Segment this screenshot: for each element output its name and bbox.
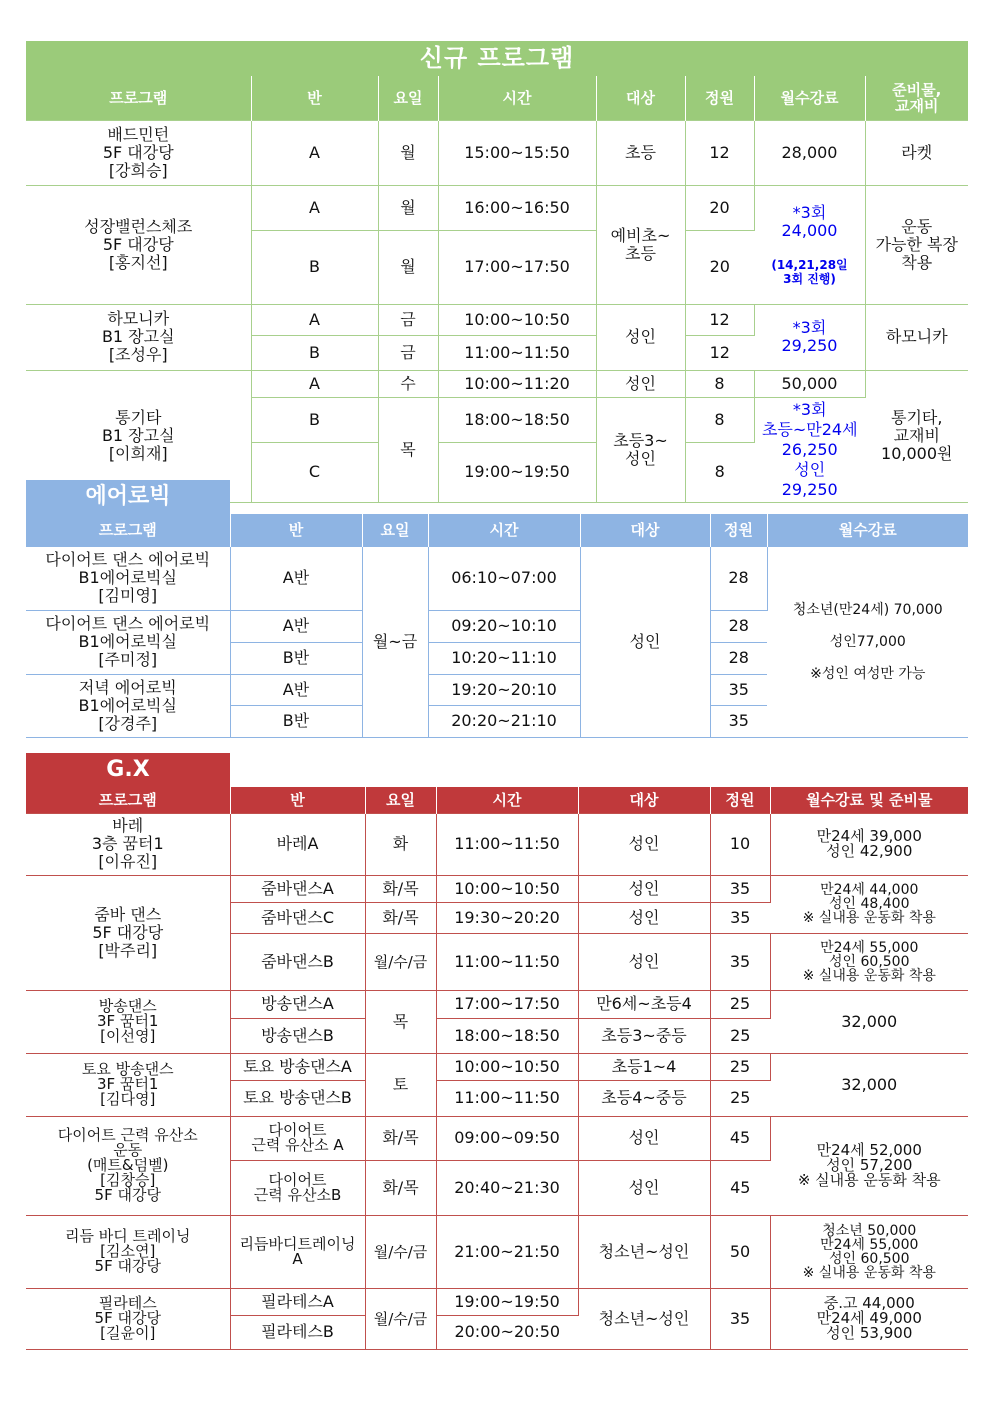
class-cell: A <box>251 120 378 185</box>
target-cell: 청소년~성인 <box>578 1288 710 1349</box>
table-row <box>26 370 968 397</box>
capacity-cell: 25 <box>710 990 770 1018</box>
class-cell: 방송댄스A <box>230 990 365 1018</box>
target-cell: 성인 <box>578 1160 710 1215</box>
class-cell: B <box>251 335 378 370</box>
prep-cell: 통기타, 교재비 10,000원 <box>865 370 968 502</box>
capacity-cell: 35 <box>710 1288 770 1349</box>
target-cell: 성인 <box>580 546 710 737</box>
aerobics-table <box>26 514 968 738</box>
section-title-aerobics: 에어로빅 <box>26 480 230 514</box>
capacity-cell: 50 <box>710 1215 770 1288</box>
header-class: 반 <box>251 76 378 120</box>
fee-cell: 32,000 <box>770 990 968 1053</box>
time-cell: 10:00~10:50 <box>438 304 596 335</box>
capacity-cell: 10 <box>710 813 770 875</box>
capacity-cell: 25 <box>710 1053 770 1080</box>
capacity-cell: 35 <box>710 933 770 990</box>
target-cell: 청소년~성인 <box>578 1215 710 1288</box>
target-cell: 초등 <box>596 120 685 185</box>
fee-cell: *3회 초등~만24세 26,250 성인 29,250 <box>754 397 865 502</box>
target-cell: 예비초~ 초등 <box>596 185 685 304</box>
fee-note: (14,21,28일 3회 진행) <box>771 257 848 286</box>
capacity-cell: 45 <box>710 1160 770 1215</box>
class-cell: 토요 방송댄스A <box>230 1053 365 1080</box>
capacity-cell: 12 <box>685 335 754 370</box>
header-fee: 월수강료 및 준비물 <box>770 787 968 813</box>
target-cell: 성인 <box>596 304 685 370</box>
time-cell: 11:00~11:50 <box>436 933 578 990</box>
target-cell: 성인 <box>578 813 710 875</box>
capacity-cell: 25 <box>710 1018 770 1053</box>
target-cell: 성인 <box>578 875 710 902</box>
time-cell: 18:00~18:50 <box>438 397 596 442</box>
fee-cell: 만24세 39,000 성인 42,900 <box>770 813 968 875</box>
class-cell: 바레A <box>230 813 365 875</box>
header-capacity: 정원 <box>710 514 767 546</box>
prep-cell: 운동 가능한 복장 착용 <box>865 185 968 304</box>
program-name: 필라테스 5F 대강당 [길윤이] <box>26 1288 230 1349</box>
target-cell: 성인 <box>578 1116 710 1160</box>
time-cell: 19:30~20:20 <box>436 902 578 933</box>
target-cell: 초등1~4 <box>578 1053 710 1080</box>
capacity-cell: 8 <box>685 397 754 442</box>
capacity-cell: 35 <box>710 875 770 902</box>
time-cell: 06:10~07:00 <box>428 546 580 610</box>
capacity-cell: 35 <box>710 674 767 705</box>
day-cell: 금 <box>378 304 438 335</box>
day-cell: 화/목 <box>365 1160 436 1215</box>
program-name: 배드민턴 5F 대강당 [강희승] <box>26 120 251 185</box>
fee-cell: 중.고 44,000 만24세 49,000 성인 53,900 <box>770 1288 968 1349</box>
time-cell: 11:00~11:50 <box>436 813 578 875</box>
table-row <box>26 990 968 1018</box>
time-cell: 11:00~11:50 <box>438 335 596 370</box>
fee-cell: 만24세 55,000 성인 60,500 ※ 실내용 운동화 착용 <box>770 933 968 990</box>
header-class: 반 <box>230 514 362 546</box>
table-row <box>26 185 968 230</box>
time-cell: 18:00~18:50 <box>436 1018 578 1053</box>
table-header-row <box>26 514 968 546</box>
class-cell: C <box>251 442 378 502</box>
target-cell: 초등4~중등 <box>578 1080 710 1116</box>
fee-cell: 32,000 <box>770 1053 968 1116</box>
program-name: 통기타 B1 장고실 [이희재] <box>26 370 251 502</box>
day-cell: 월 <box>378 185 438 230</box>
capacity-cell: 12 <box>685 304 754 335</box>
day-cell: 월 <box>378 120 438 185</box>
capacity-cell: 35 <box>710 705 767 737</box>
header-target: 대상 <box>580 514 710 546</box>
time-cell: 09:00~09:50 <box>436 1116 578 1160</box>
time-cell: 15:00~15:50 <box>438 120 596 185</box>
capacity-cell: 28 <box>710 610 767 642</box>
header-target: 대상 <box>578 787 710 813</box>
day-cell: 화/목 <box>365 1116 436 1160</box>
capacity-cell: 28 <box>710 546 767 610</box>
table-row <box>26 546 968 610</box>
target-cell: 초등3~ 성인 <box>596 397 685 502</box>
class-cell: 방송댄스B <box>230 1018 365 1053</box>
program-name: 다이어트 근력 유산소 운동 (매트&덤벨) [김창승] 5F 대강당 <box>26 1116 230 1215</box>
class-cell: 필라테스A <box>230 1288 365 1315</box>
time-cell: 20:20~21:10 <box>428 705 580 737</box>
day-cell: 월 <box>378 230 438 304</box>
time-cell: 19:00~19:50 <box>438 442 596 502</box>
day-cell: 화/목 <box>365 902 436 933</box>
program-name: 하모니카 B1 장고실 [조성우] <box>26 304 251 370</box>
table-row <box>26 304 968 335</box>
time-cell: 17:00~17:50 <box>436 990 578 1018</box>
table-row <box>26 120 968 185</box>
class-cell: 토요 방송댄스B <box>230 1080 365 1116</box>
target-cell: 초등3~중등 <box>578 1018 710 1053</box>
table-row <box>26 1053 968 1080</box>
header-time: 시간 <box>428 514 580 546</box>
capacity-cell: 45 <box>710 1116 770 1160</box>
target-cell: 성인 <box>578 933 710 990</box>
header-program: 프로그램 <box>26 787 230 813</box>
table-row <box>26 1215 968 1288</box>
header-fee: 월수강료 <box>754 76 865 120</box>
fee-cell: 만24세 44,000 성인 48,400 ※ 실내용 운동화 착용 <box>770 875 968 933</box>
program-name: 줌바 댄스 5F 대강당 [박주리] <box>26 875 230 990</box>
fee-main: *3회 24,000 <box>781 202 838 240</box>
capacity-cell: 8 <box>685 370 754 397</box>
gx-table <box>26 787 968 1350</box>
day-cell: 월/수/금 <box>365 1215 436 1288</box>
day-cell: 월/수/금 <box>365 1288 436 1349</box>
fee-cell: 청소년(만24세) 70,000 성인77,000 ※성인 여성만 가능 <box>767 546 968 737</box>
day-cell: 금 <box>378 335 438 370</box>
section-title-new-programs: 신규 프로그램 <box>26 41 968 76</box>
program-name: 리듬 바디 트레이닝 [김소연] 5F 대강당 <box>26 1215 230 1288</box>
class-cell: A <box>251 304 378 335</box>
section-title-gx: G.X <box>26 753 230 787</box>
class-cell: A반 <box>230 674 362 705</box>
time-cell: 10:00~11:20 <box>438 370 596 397</box>
fee-cell: 28,000 <box>754 120 865 185</box>
time-cell: 20:00~20:50 <box>436 1315 578 1349</box>
table-header-row <box>26 787 968 813</box>
program-name: 방송댄스 3F 꿈터1 [이선영] <box>26 990 230 1053</box>
class-cell: B <box>251 397 378 442</box>
new-programs-table <box>26 76 968 503</box>
prep-cell: 라켓 <box>865 120 968 185</box>
target-cell: 만6세~초등4 <box>578 990 710 1018</box>
program-name: 토요 방송댄스 3F 꿈터1 [김다영] <box>26 1053 230 1116</box>
day-cell: 화 <box>365 813 436 875</box>
class-cell: 다이어트 근력 유산소 A <box>230 1116 365 1160</box>
capacity-cell: 20 <box>685 230 754 304</box>
time-cell: 10:00~10:50 <box>436 1053 578 1080</box>
header-program: 프로그램 <box>26 514 230 546</box>
time-cell: 09:20~10:10 <box>428 610 580 642</box>
time-cell: 20:40~21:30 <box>436 1160 578 1215</box>
program-name: 바레 3층 꿈터1 [이유진] <box>26 813 230 875</box>
class-cell: A반 <box>230 610 362 642</box>
header-target: 대상 <box>596 76 685 120</box>
table-row <box>26 875 968 902</box>
program-name: 다이어트 댄스 에어로빅 B1에어로빅실 [주미정] <box>26 610 230 674</box>
table-row <box>26 1288 968 1315</box>
day-cell: 화/목 <box>365 875 436 902</box>
fee-cell <box>754 185 865 304</box>
header-day: 요일 <box>378 76 438 120</box>
class-cell: 줌바댄스A <box>230 875 365 902</box>
program-name: 저녁 에어로빅 B1에어로빅실 [강경주] <box>26 674 230 737</box>
class-cell: B반 <box>230 705 362 737</box>
fee-cell: *3회 29,250 <box>754 304 865 370</box>
day-cell: 수 <box>378 370 438 397</box>
header-capacity: 정원 <box>685 76 754 120</box>
day-cell: 목 <box>378 397 438 502</box>
capacity-cell: 25 <box>710 1080 770 1116</box>
class-cell: 리듬바디트레이닝 A <box>230 1215 365 1288</box>
header-prep: 준비물, 교재비 <box>865 76 968 120</box>
time-cell: 21:00~21:50 <box>436 1215 578 1288</box>
class-cell: 줌바댄스C <box>230 902 365 933</box>
day-cell: 토 <box>365 1053 436 1116</box>
program-name: 성장밸런스체조 5F 대강당 [홍지선] <box>26 185 251 304</box>
time-cell: 19:00~19:50 <box>436 1288 578 1315</box>
table-row <box>26 1116 968 1160</box>
time-cell: 10:20~11:10 <box>428 642 580 674</box>
class-cell: B <box>251 230 378 304</box>
header-time: 시간 <box>436 787 578 813</box>
fee-cell: 50,000 <box>754 370 865 397</box>
time-cell: 17:00~17:50 <box>438 230 596 304</box>
capacity-cell: 8 <box>685 442 754 502</box>
header-time: 시간 <box>438 76 596 120</box>
prep-cell: 하모니카 <box>865 304 968 370</box>
day-cell: 목 <box>365 990 436 1053</box>
day-cell: 월~금 <box>362 546 428 737</box>
class-cell: 다이어트 근력 유산소B <box>230 1160 365 1215</box>
time-cell: 19:20~20:10 <box>428 674 580 705</box>
time-cell: 16:00~16:50 <box>438 185 596 230</box>
header-capacity: 정원 <box>710 787 770 813</box>
class-cell: A반 <box>230 546 362 610</box>
capacity-cell: 20 <box>685 185 754 230</box>
time-cell: 10:00~10:50 <box>436 875 578 902</box>
day-cell: 월/수/금 <box>365 933 436 990</box>
header-program: 프로그램 <box>26 76 251 120</box>
table-row <box>26 813 968 875</box>
fee-cell: 만24세 52,000 성인 57,200 ※ 실내용 운동화 착용 <box>770 1116 968 1215</box>
class-cell: 줌바댄스B <box>230 933 365 990</box>
target-cell: 성인 <box>578 902 710 933</box>
table-header-row <box>26 76 968 120</box>
capacity-cell: 12 <box>685 120 754 185</box>
class-cell: 필라테스B <box>230 1315 365 1349</box>
capacity-cell: 28 <box>710 642 767 674</box>
fee-cell: 청소년 50,000 만24세 55,000 성인 60,500 ※ 실내용 운동화 착용 <box>770 1215 968 1288</box>
target-cell: 성인 <box>596 370 685 397</box>
capacity-cell: 35 <box>710 902 770 933</box>
header-day: 요일 <box>365 787 436 813</box>
header-class: 반 <box>230 787 365 813</box>
class-cell: A <box>251 185 378 230</box>
time-cell: 11:00~11:50 <box>436 1080 578 1116</box>
header-fee: 월수강료 <box>767 514 968 546</box>
program-name: 다이어트 댄스 에어로빅 B1에어로빅실 [김미영] <box>26 546 230 610</box>
class-cell: B반 <box>230 642 362 674</box>
header-day: 요일 <box>362 514 428 546</box>
class-cell: A <box>251 370 378 397</box>
